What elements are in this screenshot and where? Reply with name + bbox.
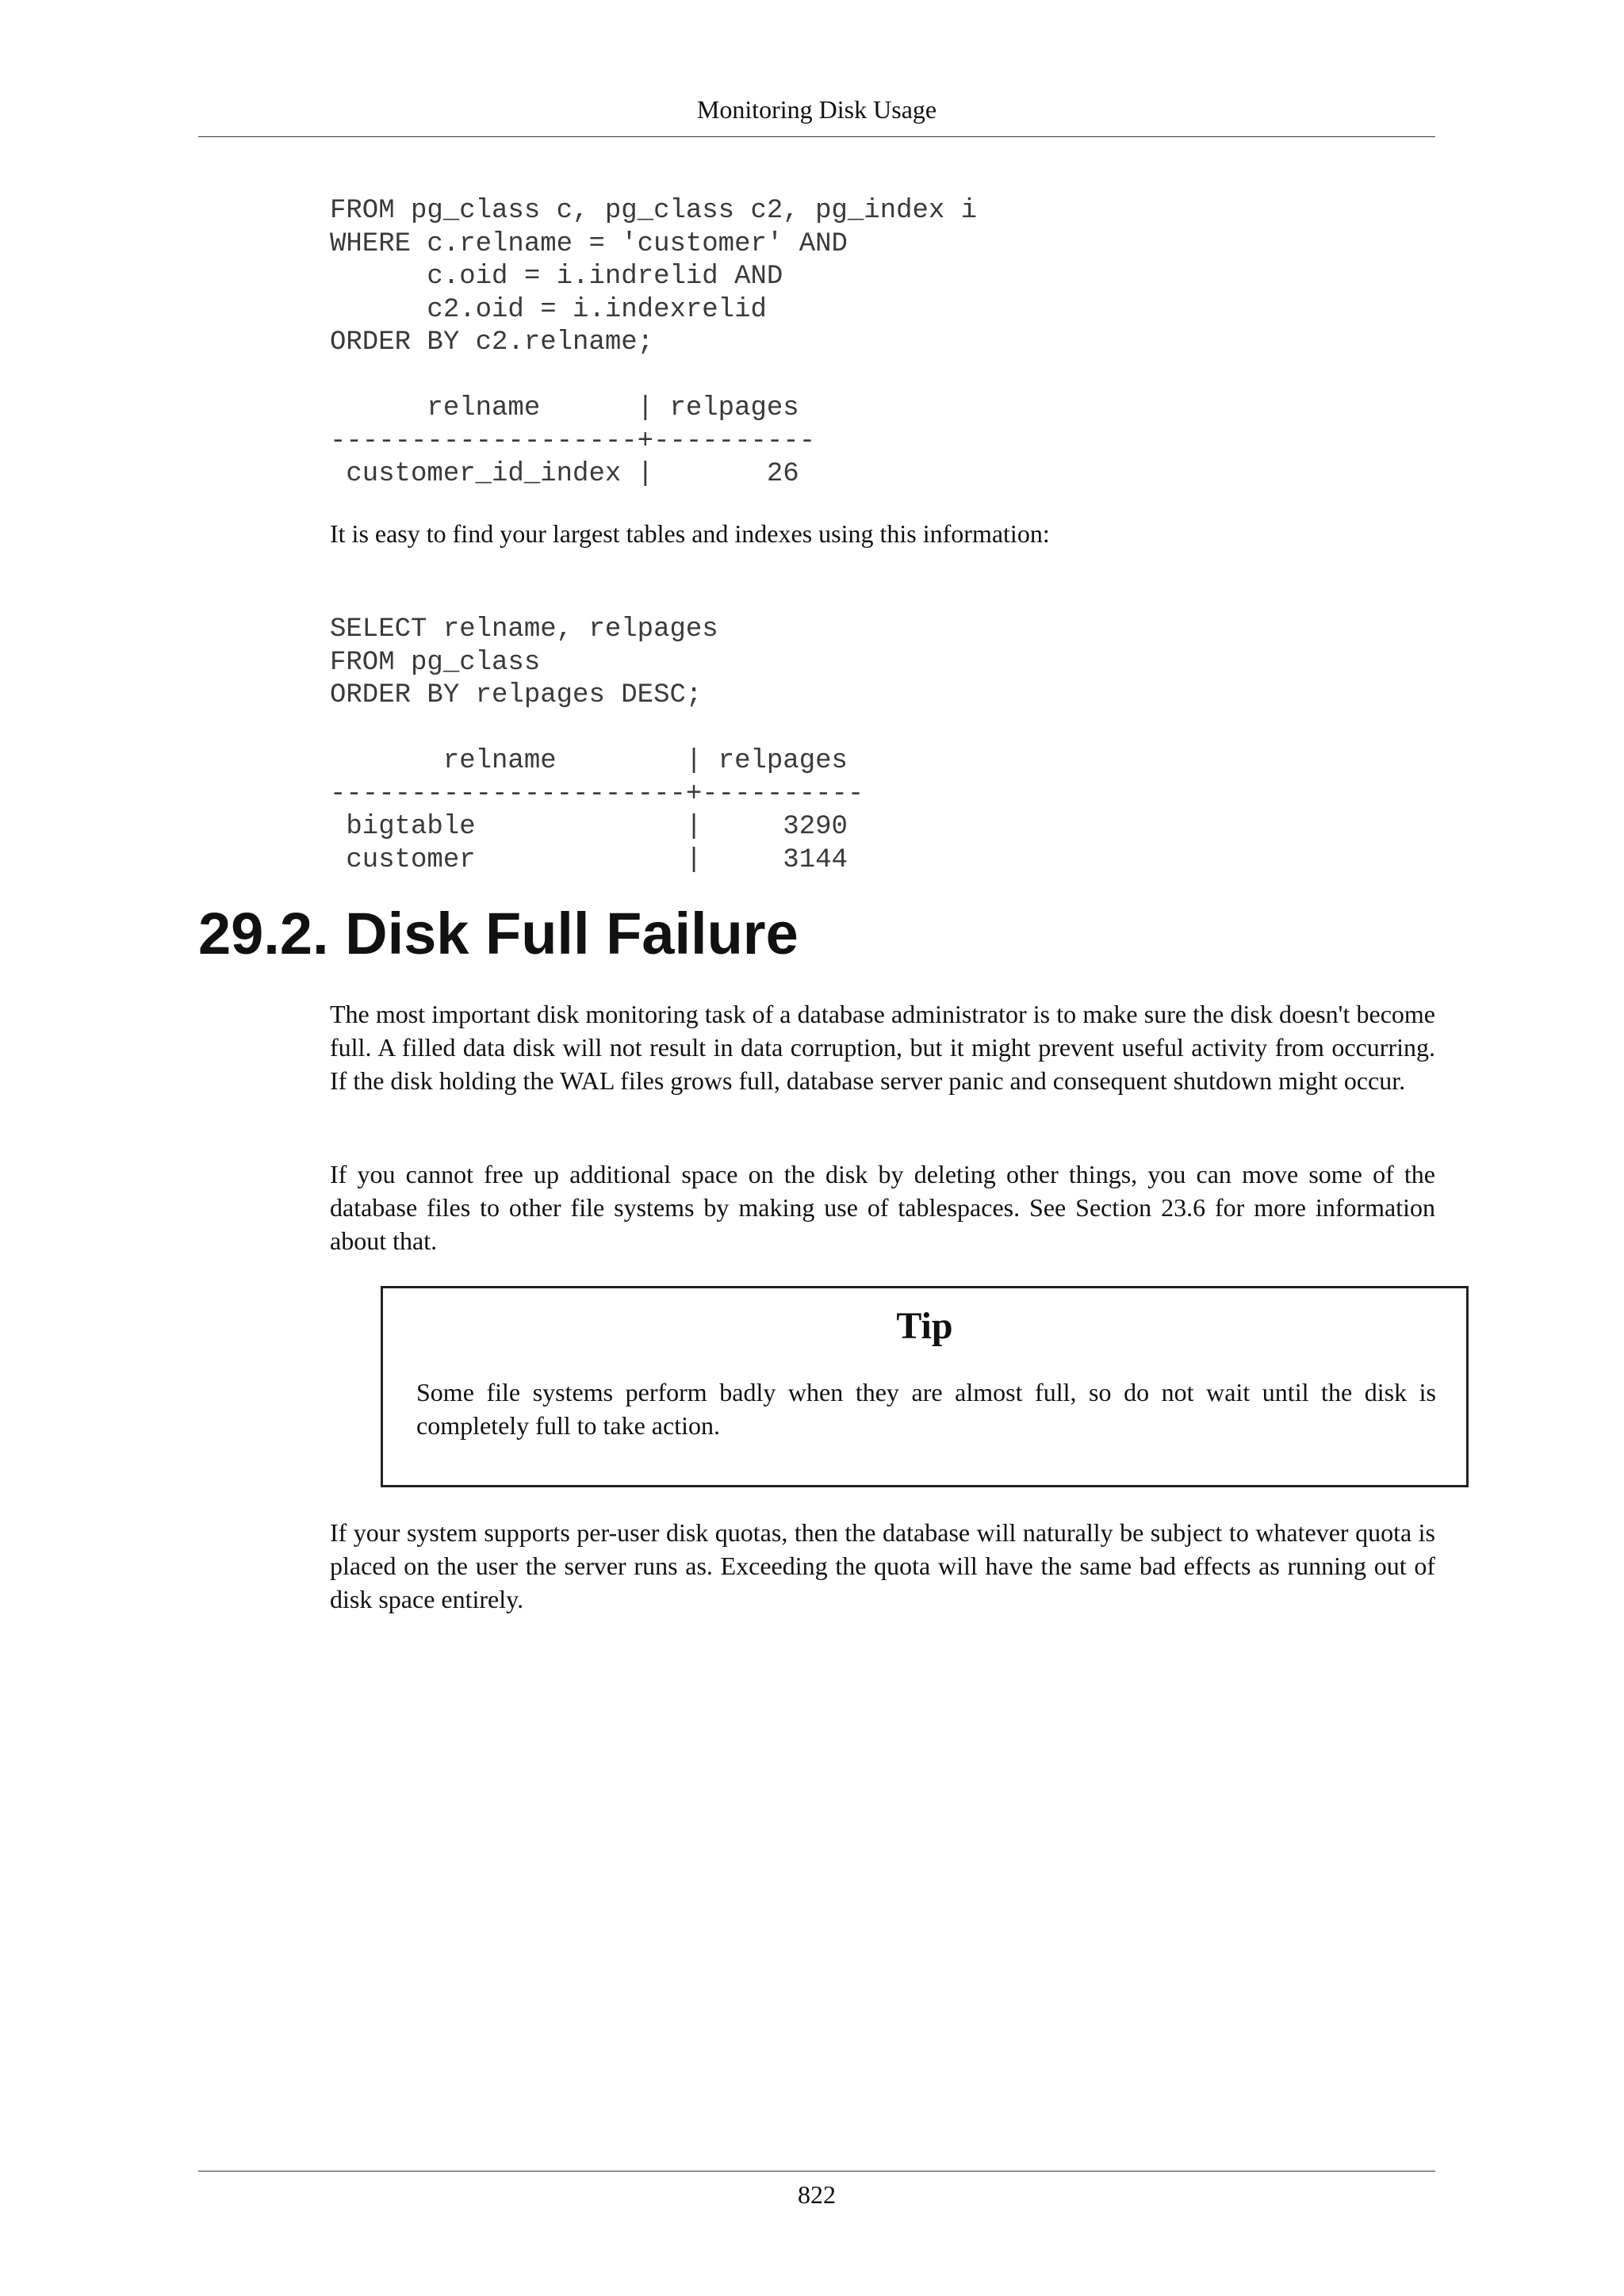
tip-box [381,1286,1469,1487]
tip-text: Some file systems perform badly when they are almost full, so do not wait until the disk is completely full to take action. [416,1378,1436,1440]
paragraph-quotas: If your system supports per-user disk quotas, then the database will naturally be subject to whatever quota is placed on the user the server runs as. Exceeding the quota will have the same bad effects as running out of disk space entirely. [330,1518,1435,1613]
code-block-index-query: FROM pg_class c, pg_class c2, pg_index i WHERE c.relname = 'customer' AND c.oid = i.indrelid AND c2.oid = i.indexrelid ORDER BY c2.relname; relname | relpages -------------------+---------- customer_id_index | 26 [330,196,978,489]
running-header: Monitoring Disk Usage [696,95,937,124]
section-title: 29.2. Disk Full Failure [198,901,799,966]
tip-title: Tip [896,1305,953,1347]
paragraph-disk-full: The most important disk monitoring task of a database administrator is to make sure the disk doesn't become full. A filled data disk will not result in data corruption, but it might prevent useful activity from occurring. If the disk holding the WAL files grows full, database server panic and consequent shutdown might occur. [330,1000,1435,1095]
code-block-largest-tables: SELECT relname, relpages FROM pg_class ORDER BY relpages DESC; relname | relpages ----------------------+---------- bigtable | 3290 customer | 3144 [330,614,864,875]
paragraph-tablespaces: If you cannot free up additional space on the disk by deleting other things, you can move some of the database files to other file systems by making use of tablespaces. See Section 23.6 for more information about that. [330,1160,1435,1255]
page-number: 822 [798,2180,836,2209]
header-rule [198,136,1435,137]
footer-rule [198,2171,1435,2172]
intro-paragraph: It is easy to find your largest tables and indexes using this information: [330,519,1050,548]
